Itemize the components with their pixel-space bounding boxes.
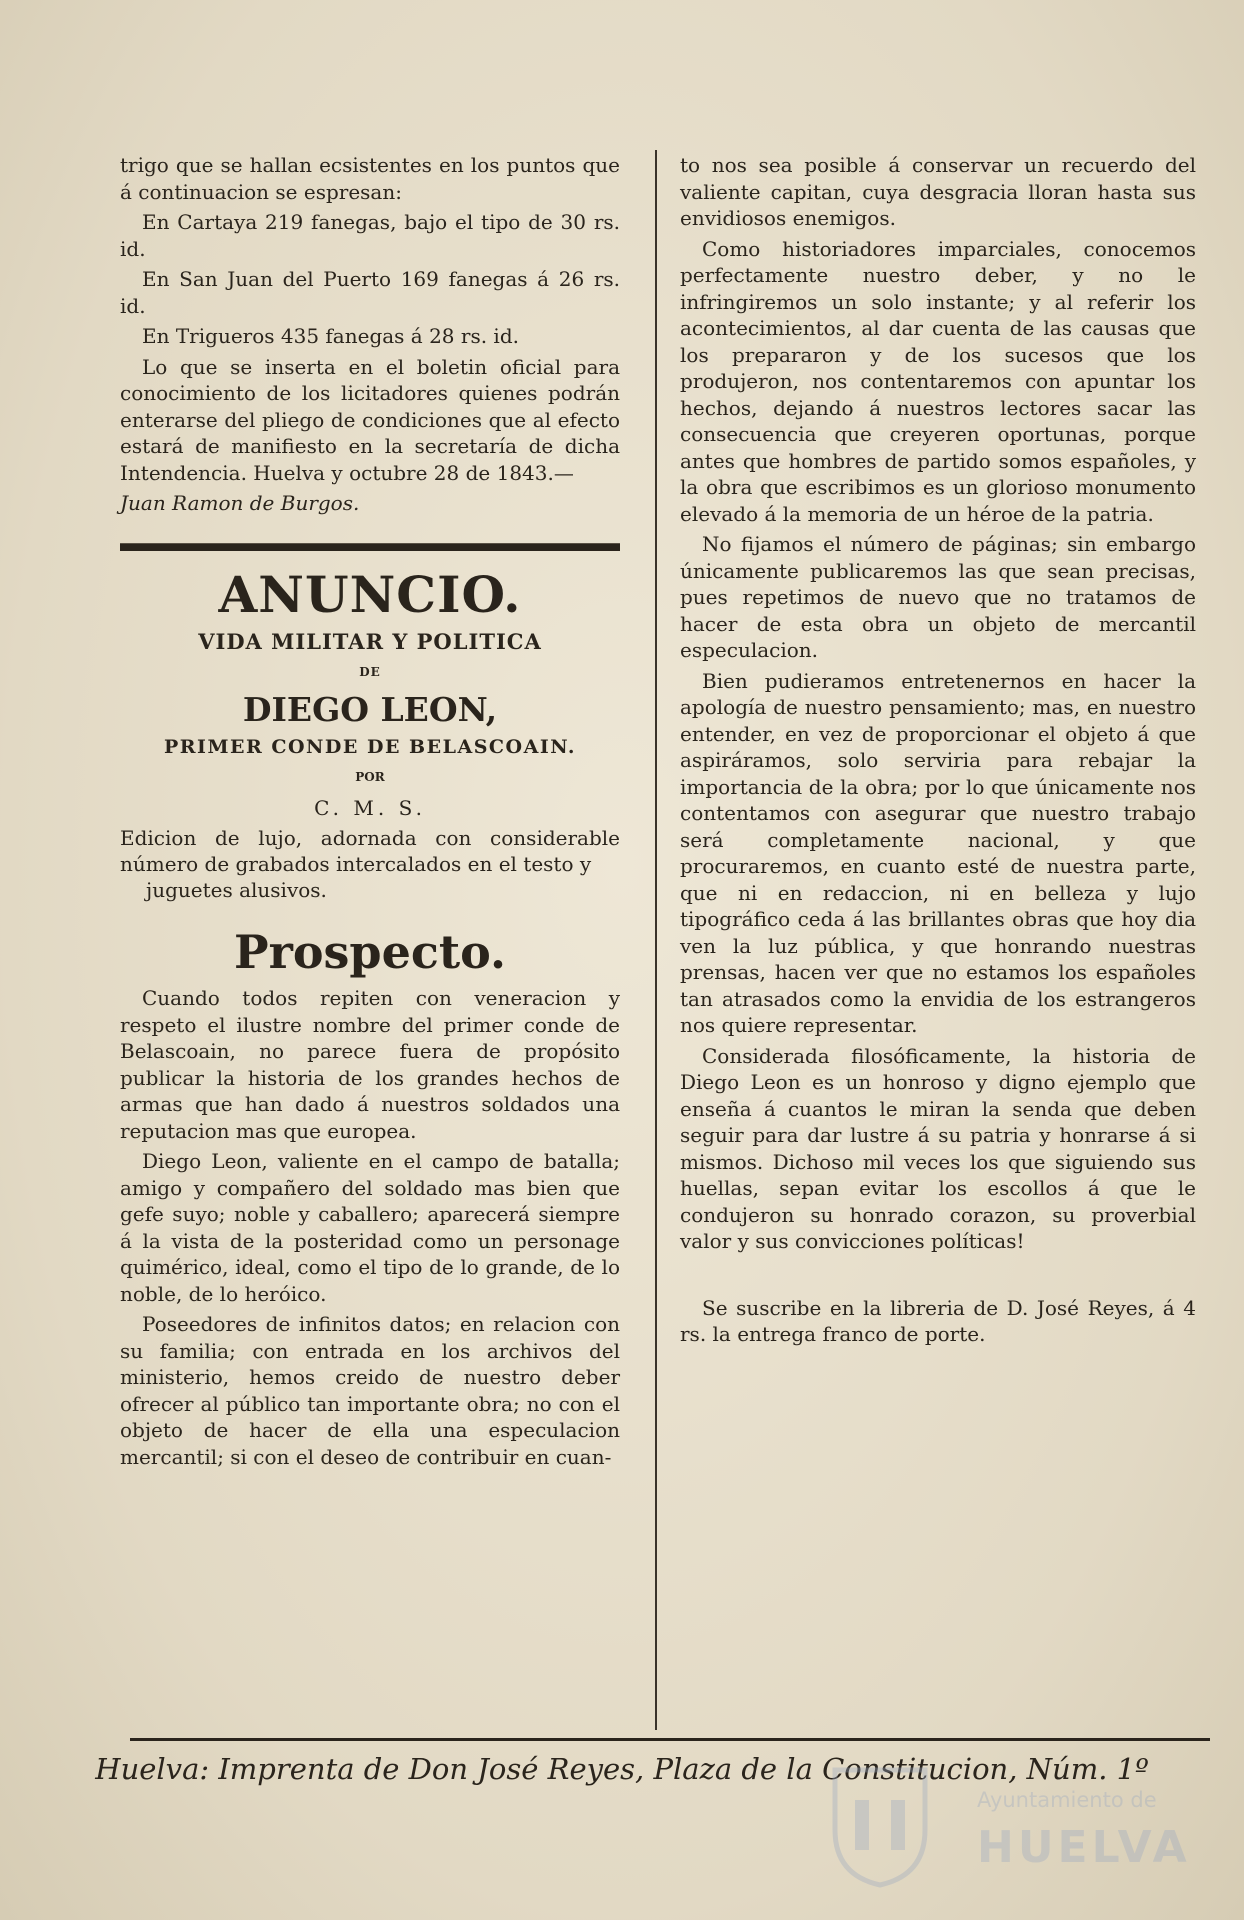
announcement-title: ANUNCIO. [218, 564, 522, 624]
text-paragraph: Como historiadores imparciales, conocemos perfectamente nuestro deber, y no le infringiremos un solo instante; y al referir los acontecimientos, al dar cuenta de las causas que los prepararon y de los sucesos que los produjeron, nos contentaremos con apuntar los hechos, dejando á nuestros lectores sacar las consecuencia que creyeren oportunas, porque antes que hombres de partido somos españoles, y la obra que escribimos es un glorioso monumento elevado á la memoria de un héroe de la patria. [680, 236, 1196, 526]
text-paragraph: En Trigueros 435 fanegas á 28 rs. id. [142, 324, 519, 348]
watermark-line: Ayuntamiento de [977, 1788, 1157, 1812]
text-paragraph: to nos sea posible á conservar un recuerdo del valiente capitan, cuya desgracia lloran hasta sus envidiosos enemigos. [680, 153, 1196, 230]
prospecto-title: Prospecto. [234, 925, 506, 979]
text-paragraph: Considerada filosóficamente, la historia de Diego Leon es un honroso y digno ejemplo que enseña á cuantos le miran la senda que deben seguir para dar lustre á su patria y honrarse á si mismos. Dichoso mil veces los que siguiendo sus huellas, sepan evitar los escollos á que le condujeron su honrado corazon, su proverbial valor y sus convicciones políticas! [680, 1043, 1196, 1253]
text-paragraph: Bien pudieramos entretenernos en hacer la apología de nuestro pensamiento; mas, en nuestro entender, en vez de proporcionar el objeto á que aspiráramos, solo serviria para rebajar la importancia de la obra; por lo que únicamente nos contentamos con asegurar que nuestro trabajo será completamente nacional, y que procuraremos, en cuanto esté de nuestra parte, que ni en redaccion, ni en belleza y lujo tipográfico ceda á las brillantes obras que hoy dia ven la luz pública, y que honrando nuestras prensas, hacen ver que no estamos los españoles tan atrasados como la envidia de los estrangeros nos quiere representar. [680, 668, 1196, 1037]
section-divider [120, 543, 620, 551]
subscription-note: Se suscribe en la libreria de D. José Reyes, á 4 rs. la entrega franco de porte. [680, 1295, 1196, 1346]
signature: Juan Ramon de Burgos. [120, 491, 360, 515]
footer-divider [130, 1738, 1210, 1741]
imprint-footer: Huelva: Imprenta de Don José Reyes, Plaza de la Constitucion, Núm. 1º [95, 1752, 1149, 1786]
book-title: VIDA MILITAR Y POLITICA [198, 628, 542, 654]
book-subject-name: DIEGO LEON, [242, 689, 498, 729]
coat-of-arms-icon [825, 1760, 935, 1890]
left-column [120, 152, 620, 1474]
column-divider [655, 150, 657, 1730]
edition-line: juguetes alusivos. [146, 878, 327, 902]
text-paragraph: En San Juan del Puerto 169 fanegas á 26 rs. id. [120, 267, 620, 318]
text-paragraph: Cuando todos repiten con veneracion y respeto el ilustre nombre del primer conde de Belascoain, no parece fuera de propósito publicar la historia de los grandes hechos de armas que han dado á nuestros soldados una reputacion mas que europea. [120, 986, 620, 1143]
text-paragraph: Diego Leon, valiente en el campo de batalla; amigo y compañero del soldado mas bien que gefe suyo; noble y caballero; aparecerá siempre á la vista de la posteridad como un personage quimérico, ideal, como el tipo de lo grande, de lo noble, de lo heróico. [120, 1149, 620, 1306]
edition-note [120, 825, 620, 903]
text-paragraph: Lo que se inserta en el boletin oficial para conocimiento de los licitadores quienes podrán enterarse del pliego de condiciones que al efecto estará de manifiesto en la secretaría de dicha Intendencia. Huelva y octubre 28 de 1843.— [120, 354, 620, 485]
book-author: C. M. S. [314, 795, 426, 820]
book-title-de: DE [359, 665, 381, 679]
book-by: POR [355, 770, 385, 784]
text-paragraph: Poseedores de infinitos datos; en relacion con su familia; con entrada en los archivos del ministerio, hemos creido de nuestro deber ofrecer al público tan importante obra; no con el objeto de hacer de ella una especulacion mercantil; si con el deseo de contribuir en cuan- [120, 1312, 620, 1469]
text-paragraph: trigo que se hallan ecsistentes en los puntos que á continuacion se espresan: [120, 153, 620, 204]
right-column [680, 152, 1196, 1352]
archive-watermark [965, 1770, 1195, 1900]
text-paragraph: No fijamos el número de páginas; sin embargo únicamente publicaremos las que sean precisas, pues repetimos de nuevo que no tratamos de hacer de esta obra un objeto de mercantil especulacion. [680, 532, 1196, 662]
book-subject-rank: PRIMER CONDE DE BELASCOAIN. [163, 735, 576, 758]
watermark-line: HUELVA [977, 1822, 1191, 1873]
edition-line: Edicion de lujo, adornada con considerable número de grabados intercalados en el testo y [120, 826, 620, 876]
text-paragraph: En Cartaya 219 fanegas, bajo el tipo de 30 rs. id. [120, 210, 620, 261]
